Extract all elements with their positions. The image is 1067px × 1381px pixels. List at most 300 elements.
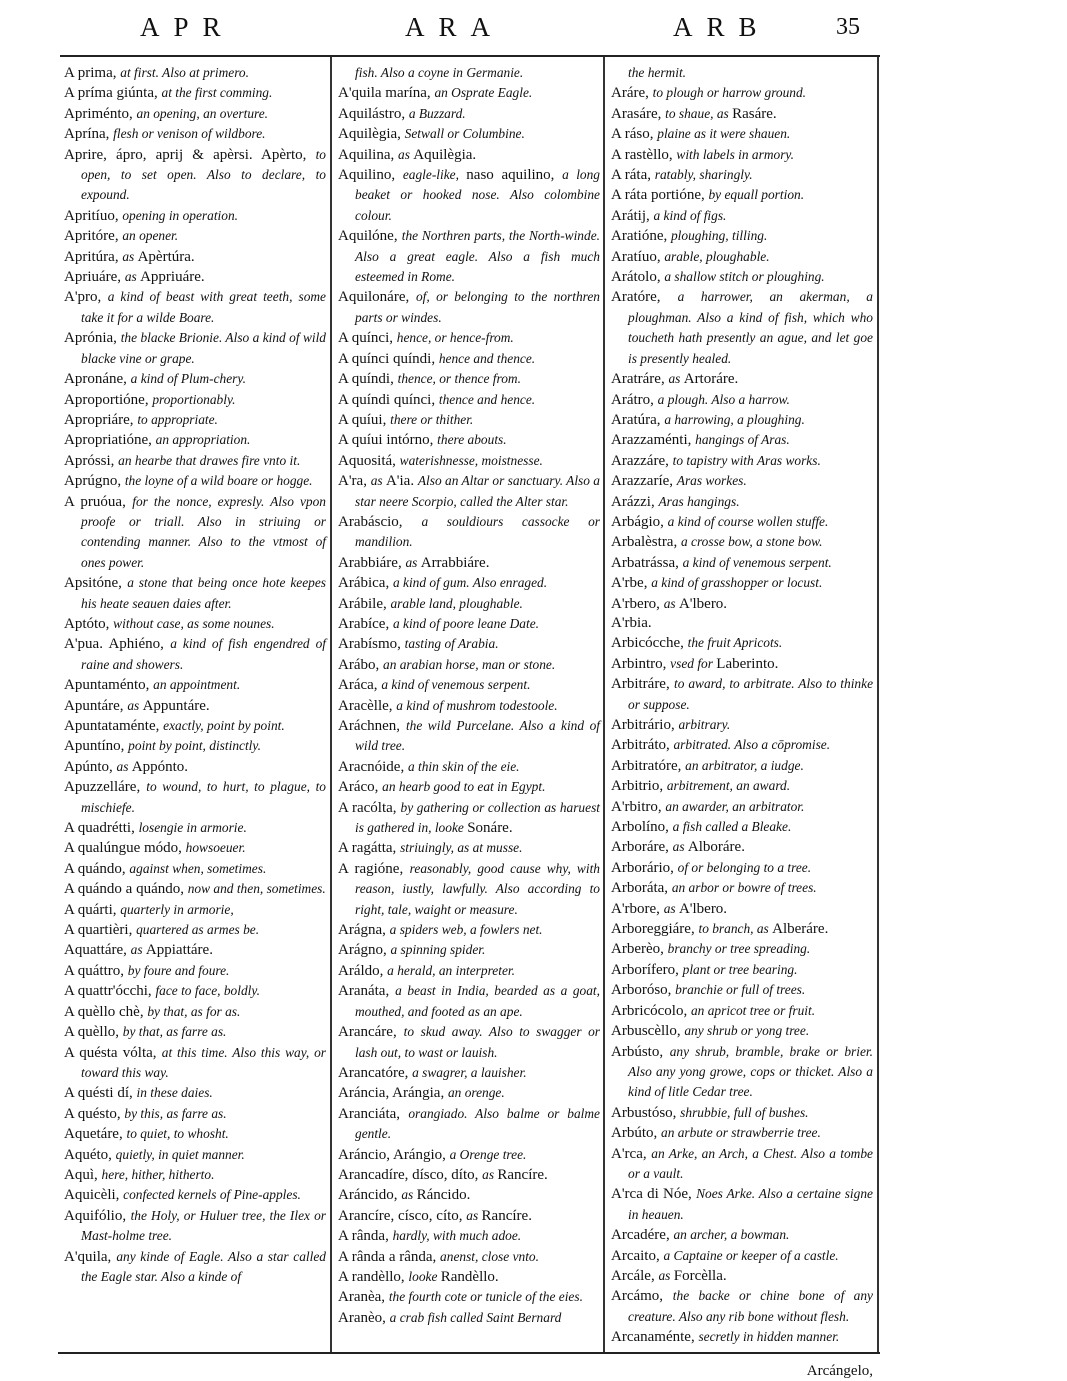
dictionary-entry	[338, 1165, 600, 1185]
headword: Arbitrário,	[611, 717, 679, 733]
headword: Aprónia,	[64, 330, 121, 347]
definition: the Northren parts, the North-winde. Also a great eagle. Also a fish much esteemed in Rome.	[355, 228, 600, 285]
cross-reference: Rasáre.	[732, 105, 777, 122]
dictionary-entry	[64, 145, 326, 206]
headword: Arbústo,	[611, 1043, 670, 1060]
definition: an Arke, an Arch, a Chest. Also a tombe or a vault.	[628, 1145, 873, 1181]
definition: the wild Purcelane. Also a kind of wild tree.	[355, 718, 600, 754]
dictionary-entry	[611, 756, 873, 776]
definition: hence and thence.	[438, 350, 536, 366]
headword: A quadrétti,	[64, 820, 139, 837]
cross-reference: Appuntáre.	[142, 697, 210, 714]
definition-tail: a long beaket or hooked nose. Also colombine colour.	[355, 167, 601, 223]
definition: the blacke Brionie. Also a kind of wild blacke vine or grape.	[81, 330, 327, 366]
definition: thence and hence.	[438, 391, 536, 407]
dictionary-entry	[64, 961, 326, 981]
headword: A quésti dí,	[64, 1085, 137, 1102]
headword: Arátolo,	[611, 269, 665, 286]
definition: a fish called a Bleake.	[672, 819, 792, 835]
headword: A quíndi,	[338, 371, 398, 388]
dictionary-entry	[338, 920, 600, 940]
definition: by that, as for as.	[147, 1003, 241, 1019]
definition: losengie in armorie.	[138, 820, 247, 836]
definition: any shrub or yong tree.	[684, 1023, 810, 1039]
dictionary-entry	[611, 899, 873, 919]
headword: A'quila,	[64, 1248, 117, 1265]
headword: Arboreggiáre,	[611, 921, 699, 938]
definition: an arabian horse, man or stone.	[383, 656, 556, 672]
cross-reference: Arrabbiáre.	[420, 554, 490, 571]
definition: by that, as farre as.	[122, 1024, 227, 1040]
definition: waterishnesse, moistnesse.	[399, 452, 543, 468]
headword: A quartièri,	[64, 922, 137, 939]
definition: a shallow stitch or ploughing.	[664, 269, 825, 285]
headword: Apriuáre,	[64, 269, 125, 286]
headword: Arbustóso,	[611, 1104, 681, 1121]
headword: Arbalèstra,	[611, 534, 681, 551]
definition: proportionably.	[152, 391, 236, 407]
definition: as	[663, 595, 679, 611]
dictionary-entry	[611, 715, 873, 735]
definition: in these daies.	[136, 1085, 213, 1101]
top-rule	[60, 55, 880, 57]
dictionary-entry	[64, 410, 326, 430]
headword: Apritóre,	[64, 228, 123, 245]
entry-continuation	[611, 63, 873, 83]
headword: Arabáscio,	[338, 513, 422, 530]
definition: a kind of grasshopper or locust.	[651, 575, 823, 591]
headword: A'rca,	[611, 1145, 652, 1162]
bottom-rule	[58, 1352, 880, 1354]
definition: vsed for	[670, 655, 717, 671]
headword: Arberèo,	[611, 941, 668, 958]
dictionary-entry	[64, 104, 326, 124]
definition: as	[116, 758, 132, 774]
headword: Apuntaménto,	[64, 677, 154, 694]
definition: to tapistry with Aras works.	[672, 452, 821, 468]
dictionary-entry	[64, 1124, 326, 1144]
column-divider	[877, 57, 880, 1352]
definition: an awarder, an arbitrator.	[665, 798, 805, 814]
headword: A quattr'ócchi,	[64, 983, 156, 1000]
dictionary-entry	[338, 1247, 600, 1267]
dictionary-entry	[64, 83, 326, 103]
definition: reasonably, good cause why, with reason, iustly, lawfully. Also according to right, tale, waight or measure.	[355, 860, 601, 917]
headword: Apritíuo,	[64, 207, 123, 224]
definition: a beast in India, bearded as a goat, mouthed, and footed as an ape.	[355, 983, 601, 1019]
headword: Arasáre,	[611, 105, 666, 122]
headword: Aratíuo,	[611, 248, 665, 265]
headword: Arcadére,	[611, 1227, 674, 1244]
dictionary-entry	[338, 940, 600, 960]
definition: as	[658, 1267, 674, 1283]
headword: A quínci,	[338, 330, 397, 347]
definition: to award, to arbitrate. Also to thinke or suppose.	[628, 676, 874, 712]
definition: here, hither, hitherto.	[101, 1166, 215, 1182]
definition: an arbor or bowre of trees.	[671, 880, 817, 896]
definition: face to face, boldly.	[155, 983, 260, 999]
headword: Arabbiáre,	[338, 554, 406, 571]
dictionary-entry	[611, 573, 873, 593]
definition: a swagrer, a lauisher.	[412, 1064, 527, 1080]
definition: an appropriation.	[155, 432, 251, 448]
dictionary-entry	[611, 633, 873, 653]
definition: against when, sometimes.	[129, 860, 267, 876]
cross-reference: A'ia.	[385, 473, 418, 490]
cross-reference: Artoráre.	[683, 371, 739, 388]
dictionary-entry	[611, 858, 873, 878]
definition: now and then, sometimes.	[187, 881, 326, 897]
dictionary-entry	[338, 1063, 600, 1083]
dictionary-entry	[64, 1043, 326, 1084]
headword: Apriménto,	[64, 105, 137, 122]
dictionary-entry	[64, 736, 326, 756]
definition: branchy or tree spreading.	[667, 941, 811, 957]
headword: A prima,	[64, 65, 121, 81]
dictionary-entry	[338, 1206, 600, 1226]
definition: the fruit Apricots.	[687, 635, 783, 651]
headword: Aquilonáre,	[338, 289, 416, 306]
dictionary-entry	[64, 1022, 326, 1042]
dictionary-entry	[611, 267, 873, 287]
definition: a kind of beast with great teeth, some take it for a wilde Boare.	[81, 289, 326, 325]
dictionary-entry	[64, 1206, 326, 1247]
dictionary-entry	[338, 145, 600, 165]
headword: A ráta portióne,	[611, 187, 709, 204]
dictionary-entry	[338, 1185, 600, 1205]
dictionary-entry	[338, 634, 600, 654]
dictionary-entry	[64, 1002, 326, 1022]
definition: as	[663, 900, 679, 916]
definition: the hermit.	[628, 65, 687, 80]
headword: Arazzáre,	[611, 452, 673, 469]
definition: as	[122, 248, 138, 264]
definition: quietly, in quiet manner.	[115, 1146, 245, 1162]
definition: any shrub, bramble, brake or brier. Also any yong growe, cops or thicket. Also a kind of litle Cedar tree.	[628, 1043, 873, 1100]
definition: by equall portion.	[708, 187, 805, 203]
dictionary-entry	[611, 776, 873, 796]
dictionary-entry	[64, 838, 326, 858]
dictionary-entry	[611, 124, 873, 144]
definition: ploughing, tilling.	[670, 228, 768, 244]
headword: Aráldo,	[338, 962, 388, 979]
definition: the loyne of a wild boare or hogge.	[124, 473, 313, 489]
dictionary-entry	[611, 369, 873, 389]
cross-reference: A'lbero.	[678, 595, 728, 612]
definition: for the nonce, expresly. Also vpon proofe or triall. Also in striuing or contending manner. Also to the vtmost of ones power.	[81, 493, 326, 570]
dictionary-entry	[611, 471, 873, 491]
definition: eagle-like,	[402, 167, 467, 183]
definition: as	[127, 697, 143, 713]
headword: Aratúra,	[611, 411, 665, 428]
cross-reference: Rancíre.	[481, 1207, 532, 1224]
definition: a kind of mushrom todestoole.	[396, 697, 558, 713]
headword: A quèllo chè,	[64, 1003, 148, 1020]
definition: to skud away. Also to swagger or lash out, to wast or lauish.	[355, 1024, 600, 1060]
headword: Arancatóre,	[338, 1064, 413, 1081]
dictionary-entry	[611, 674, 873, 715]
definition: an appointment.	[153, 677, 241, 693]
headword: A'quila marína,	[338, 85, 435, 102]
cross-reference: Laberinto.	[716, 655, 779, 672]
definition: an Osprate Eagle.	[434, 85, 533, 101]
headword: Aptóto,	[64, 615, 114, 632]
headword: Aquilègia,	[338, 126, 405, 143]
dictionary-entry	[611, 532, 873, 552]
definition: a plough. Also a harrow.	[657, 391, 790, 407]
dictionary-entry	[64, 63, 326, 83]
dictionary-entry	[64, 940, 326, 960]
headword: A'ra,	[338, 473, 371, 490]
dictionary-entry	[611, 614, 873, 633]
cross-reference: Appiattáre.	[145, 942, 213, 959]
dictionary-entry	[338, 83, 600, 103]
definition: a souldiours cassocke or mandilion.	[355, 513, 600, 550]
headword: A quèllo,	[64, 1024, 123, 1041]
dictionary-entry	[64, 369, 326, 389]
headword: Aráre,	[611, 85, 653, 102]
headword: Aráca,	[338, 677, 382, 694]
dictionary-entry	[338, 124, 600, 144]
definition: plant or tree bearing.	[682, 961, 798, 977]
definition: without case, as some nounes.	[113, 615, 275, 631]
headword: Aratóre,	[611, 289, 678, 306]
headword: Aráncido,	[338, 1187, 402, 1204]
entry-continuation	[338, 63, 600, 83]
dictionary-entry	[338, 369, 600, 389]
cross-reference: naso aquilino,	[466, 167, 563, 184]
definition: a kind of gum. Also enraged.	[392, 575, 548, 591]
definition: quartered as armes be.	[136, 922, 260, 938]
headword: Aranèo,	[338, 1309, 390, 1326]
definition: thence, or thence from.	[397, 371, 521, 387]
dictionary-entry	[338, 1287, 600, 1307]
dictionary-entry	[338, 696, 600, 716]
dictionary-entry	[338, 716, 600, 757]
dictionary-entry	[64, 1165, 326, 1185]
headword: Aracèlle,	[338, 697, 397, 714]
definition: arable, ploughable.	[664, 248, 770, 264]
dictionary-entry	[611, 1327, 873, 1347]
headword: Arbágio,	[611, 513, 668, 530]
definition: at first. Also at primero.	[120, 65, 249, 80]
definition: an opener.	[122, 228, 179, 244]
dictionary-entry	[611, 939, 873, 959]
headword: A rastèllo,	[611, 146, 677, 163]
dictionary-entry	[611, 1225, 873, 1245]
definition: to appropriate.	[137, 411, 218, 427]
dictionary-entry	[611, 1001, 873, 1021]
headword: Aracnóide,	[338, 758, 408, 775]
headword: Arábica,	[338, 575, 393, 592]
dictionary-entry	[64, 328, 326, 369]
definition: a Buzzard.	[408, 105, 466, 121]
dictionary-entry	[64, 390, 326, 410]
dictionary-entry	[338, 981, 600, 1022]
headword: A ragióne,	[338, 860, 410, 877]
headword: Aquilina,	[338, 146, 398, 163]
definition: a stone that being once hote keepes his heate seauen daies after.	[81, 575, 327, 611]
definition: confected kernels of Pine-apples.	[123, 1187, 301, 1203]
headword: A'pro,	[64, 289, 108, 306]
headword: A rânda a rânda,	[338, 1248, 441, 1265]
column-3	[611, 63, 873, 1381]
definition: looke	[408, 1268, 441, 1284]
dictionary-entry	[338, 349, 600, 369]
dictionary-entry	[611, 980, 873, 1000]
headword: Arbuscèllo,	[611, 1023, 685, 1040]
dictionary-entry	[338, 838, 600, 858]
headword: A'rbore,	[611, 900, 664, 917]
dictionary-entry	[611, 594, 873, 614]
headword: A quésta vólta,	[64, 1044, 162, 1061]
definition: by this, as farre as.	[124, 1105, 227, 1121]
headword: A racólta,	[338, 799, 401, 816]
dictionary-entry	[338, 471, 600, 512]
cross-reference: A'lbero.	[678, 900, 728, 917]
headword: Aráncio, Arángio,	[338, 1146, 450, 1163]
column-divider	[603, 57, 606, 1352]
dictionary-entry	[611, 451, 873, 471]
headword: A randèllo,	[338, 1268, 409, 1285]
headword: Aquifólio,	[64, 1207, 131, 1224]
headword: Arbatrássa,	[611, 554, 683, 571]
headword: A quíui intórno,	[338, 432, 438, 449]
headword: Aquicèli,	[64, 1187, 124, 1204]
cross-reference: Rancíre.	[497, 1166, 548, 1183]
definition: secretly in hidden manner.	[698, 1329, 840, 1345]
headword: Arcámo,	[611, 1288, 673, 1305]
definition: as	[124, 269, 141, 285]
definition: hence, or hence-from.	[396, 330, 514, 346]
definition: exactly, point by point.	[163, 718, 285, 733]
dictionary-entry	[338, 226, 600, 287]
dictionary-entry	[64, 1185, 326, 1205]
definition: to open, to set open. Also to declare, to expound.	[81, 146, 326, 203]
headword: Aranèa,	[338, 1289, 389, 1306]
definition: by gathering or collection as haruest is gathered in, looke	[355, 799, 600, 836]
dictionary-entry	[338, 390, 600, 410]
running-head-left: APR	[140, 12, 235, 42]
definition: a spiders web, a fowlers net.	[389, 922, 543, 938]
dictionary-entry	[611, 919, 873, 939]
headword: Aquilástro,	[338, 105, 409, 122]
dictionary-entry	[611, 430, 873, 450]
headword: Aquetáre,	[64, 1126, 127, 1143]
headword: Apúnto,	[64, 758, 117, 775]
definition: a Captaine or keeper of a castle.	[663, 1247, 839, 1263]
dictionary-entry	[338, 594, 600, 614]
dictionary-entry	[64, 247, 326, 267]
definition: to branch, as	[698, 921, 773, 937]
dictionary-entry	[338, 1104, 600, 1145]
headword: Apropriáre,	[64, 411, 138, 428]
definition: a kind of venemous serpent.	[682, 554, 832, 570]
dictionary-entry	[611, 1021, 873, 1041]
definition: quarterly in armorie,	[120, 901, 234, 917]
headword: Arbicócche,	[611, 635, 688, 652]
dictionary-entry	[338, 553, 600, 573]
headword: A quésto,	[64, 1105, 125, 1122]
definition: flesh or venison of wildbore.	[113, 126, 266, 142]
headword: A qualúngue módo,	[64, 840, 186, 857]
definition: ratably, sharingly.	[654, 167, 753, 183]
definition: a spinning spider.	[390, 942, 486, 958]
headword: Aquositá,	[338, 452, 400, 469]
definition: fish. Also a coyne in Germanie.	[355, 65, 524, 80]
headword: A quándo a quándo,	[64, 881, 188, 898]
dictionary-entry	[338, 655, 600, 675]
dictionary-entry	[338, 104, 600, 124]
dictionary-entry	[611, 206, 873, 226]
definition: at the first comming.	[161, 85, 273, 101]
dictionary-entry	[338, 1226, 600, 1246]
cross-reference: Aquilègia.	[413, 146, 477, 163]
headword: Arábo,	[338, 656, 383, 673]
headword: Aranáta,	[338, 983, 396, 1000]
definition: opening in operation.	[122, 207, 239, 223]
definition: the Holy, or Huluer tree, the Ilex or Mast-holme tree.	[81, 1207, 326, 1244]
definition: a harrowing, a ploughing.	[664, 411, 805, 427]
dictionary-entry	[338, 573, 600, 593]
headword: Arázzi,	[611, 493, 659, 510]
headword: Apronáne,	[64, 371, 131, 388]
definition: the backe or chine bone of any creature. Also any rib bone without flesh.	[628, 1288, 873, 1324]
headword: Aquéto,	[64, 1146, 116, 1163]
dictionary-entry	[64, 818, 326, 838]
headword: Arancadíre, dísco, díto,	[338, 1166, 483, 1183]
dictionary-entry	[611, 165, 873, 185]
dictionary-entry	[64, 900, 326, 920]
definition: with labels in armory.	[676, 146, 794, 162]
running-head-right: ARB	[673, 12, 771, 42]
definition: as	[482, 1166, 498, 1182]
headword: Arazzaménti,	[611, 432, 696, 449]
definition-tail: Also an Altar or sanctuary. Also a star neere Scorpio, called the Alter star.	[355, 473, 600, 509]
dictionary-entry	[611, 797, 873, 817]
dictionary-entry	[611, 837, 873, 857]
dictionary-entry	[64, 124, 326, 144]
dictionary-entry	[611, 654, 873, 674]
dictionary-entry	[64, 777, 326, 818]
definition: Aras hangings.	[658, 493, 740, 509]
headword: A quáttro,	[64, 962, 128, 979]
dictionary-entry	[611, 104, 873, 124]
definition: howsoeuer.	[185, 840, 246, 856]
headword: Arabíce,	[338, 615, 393, 632]
headword: Aquattáre,	[64, 942, 131, 959]
definition: a kind of fish engendred of raine and showers.	[81, 636, 326, 672]
headword: Arbúto,	[611, 1125, 661, 1142]
dictionary-entry	[611, 1042, 873, 1103]
definition: a kind of venemous serpent.	[381, 677, 531, 693]
definition: a kind of figs.	[653, 207, 727, 223]
headword: A príma giúnta,	[64, 85, 162, 102]
dictionary-entry	[64, 1104, 326, 1124]
headword: Arborífero,	[611, 961, 683, 978]
dictionary-entry	[338, 410, 600, 430]
dictionary-entry	[338, 430, 600, 450]
headword: Arborário,	[611, 859, 678, 876]
definition: as	[398, 146, 414, 162]
dictionary-entry	[611, 1144, 873, 1185]
dictionary-entry	[338, 675, 600, 695]
headword: Aquì,	[64, 1166, 102, 1183]
headword: Arboráre,	[611, 839, 673, 856]
dictionary-entry	[611, 960, 873, 980]
dictionary-entry	[64, 675, 326, 695]
headword: Arbitráre,	[611, 676, 675, 693]
